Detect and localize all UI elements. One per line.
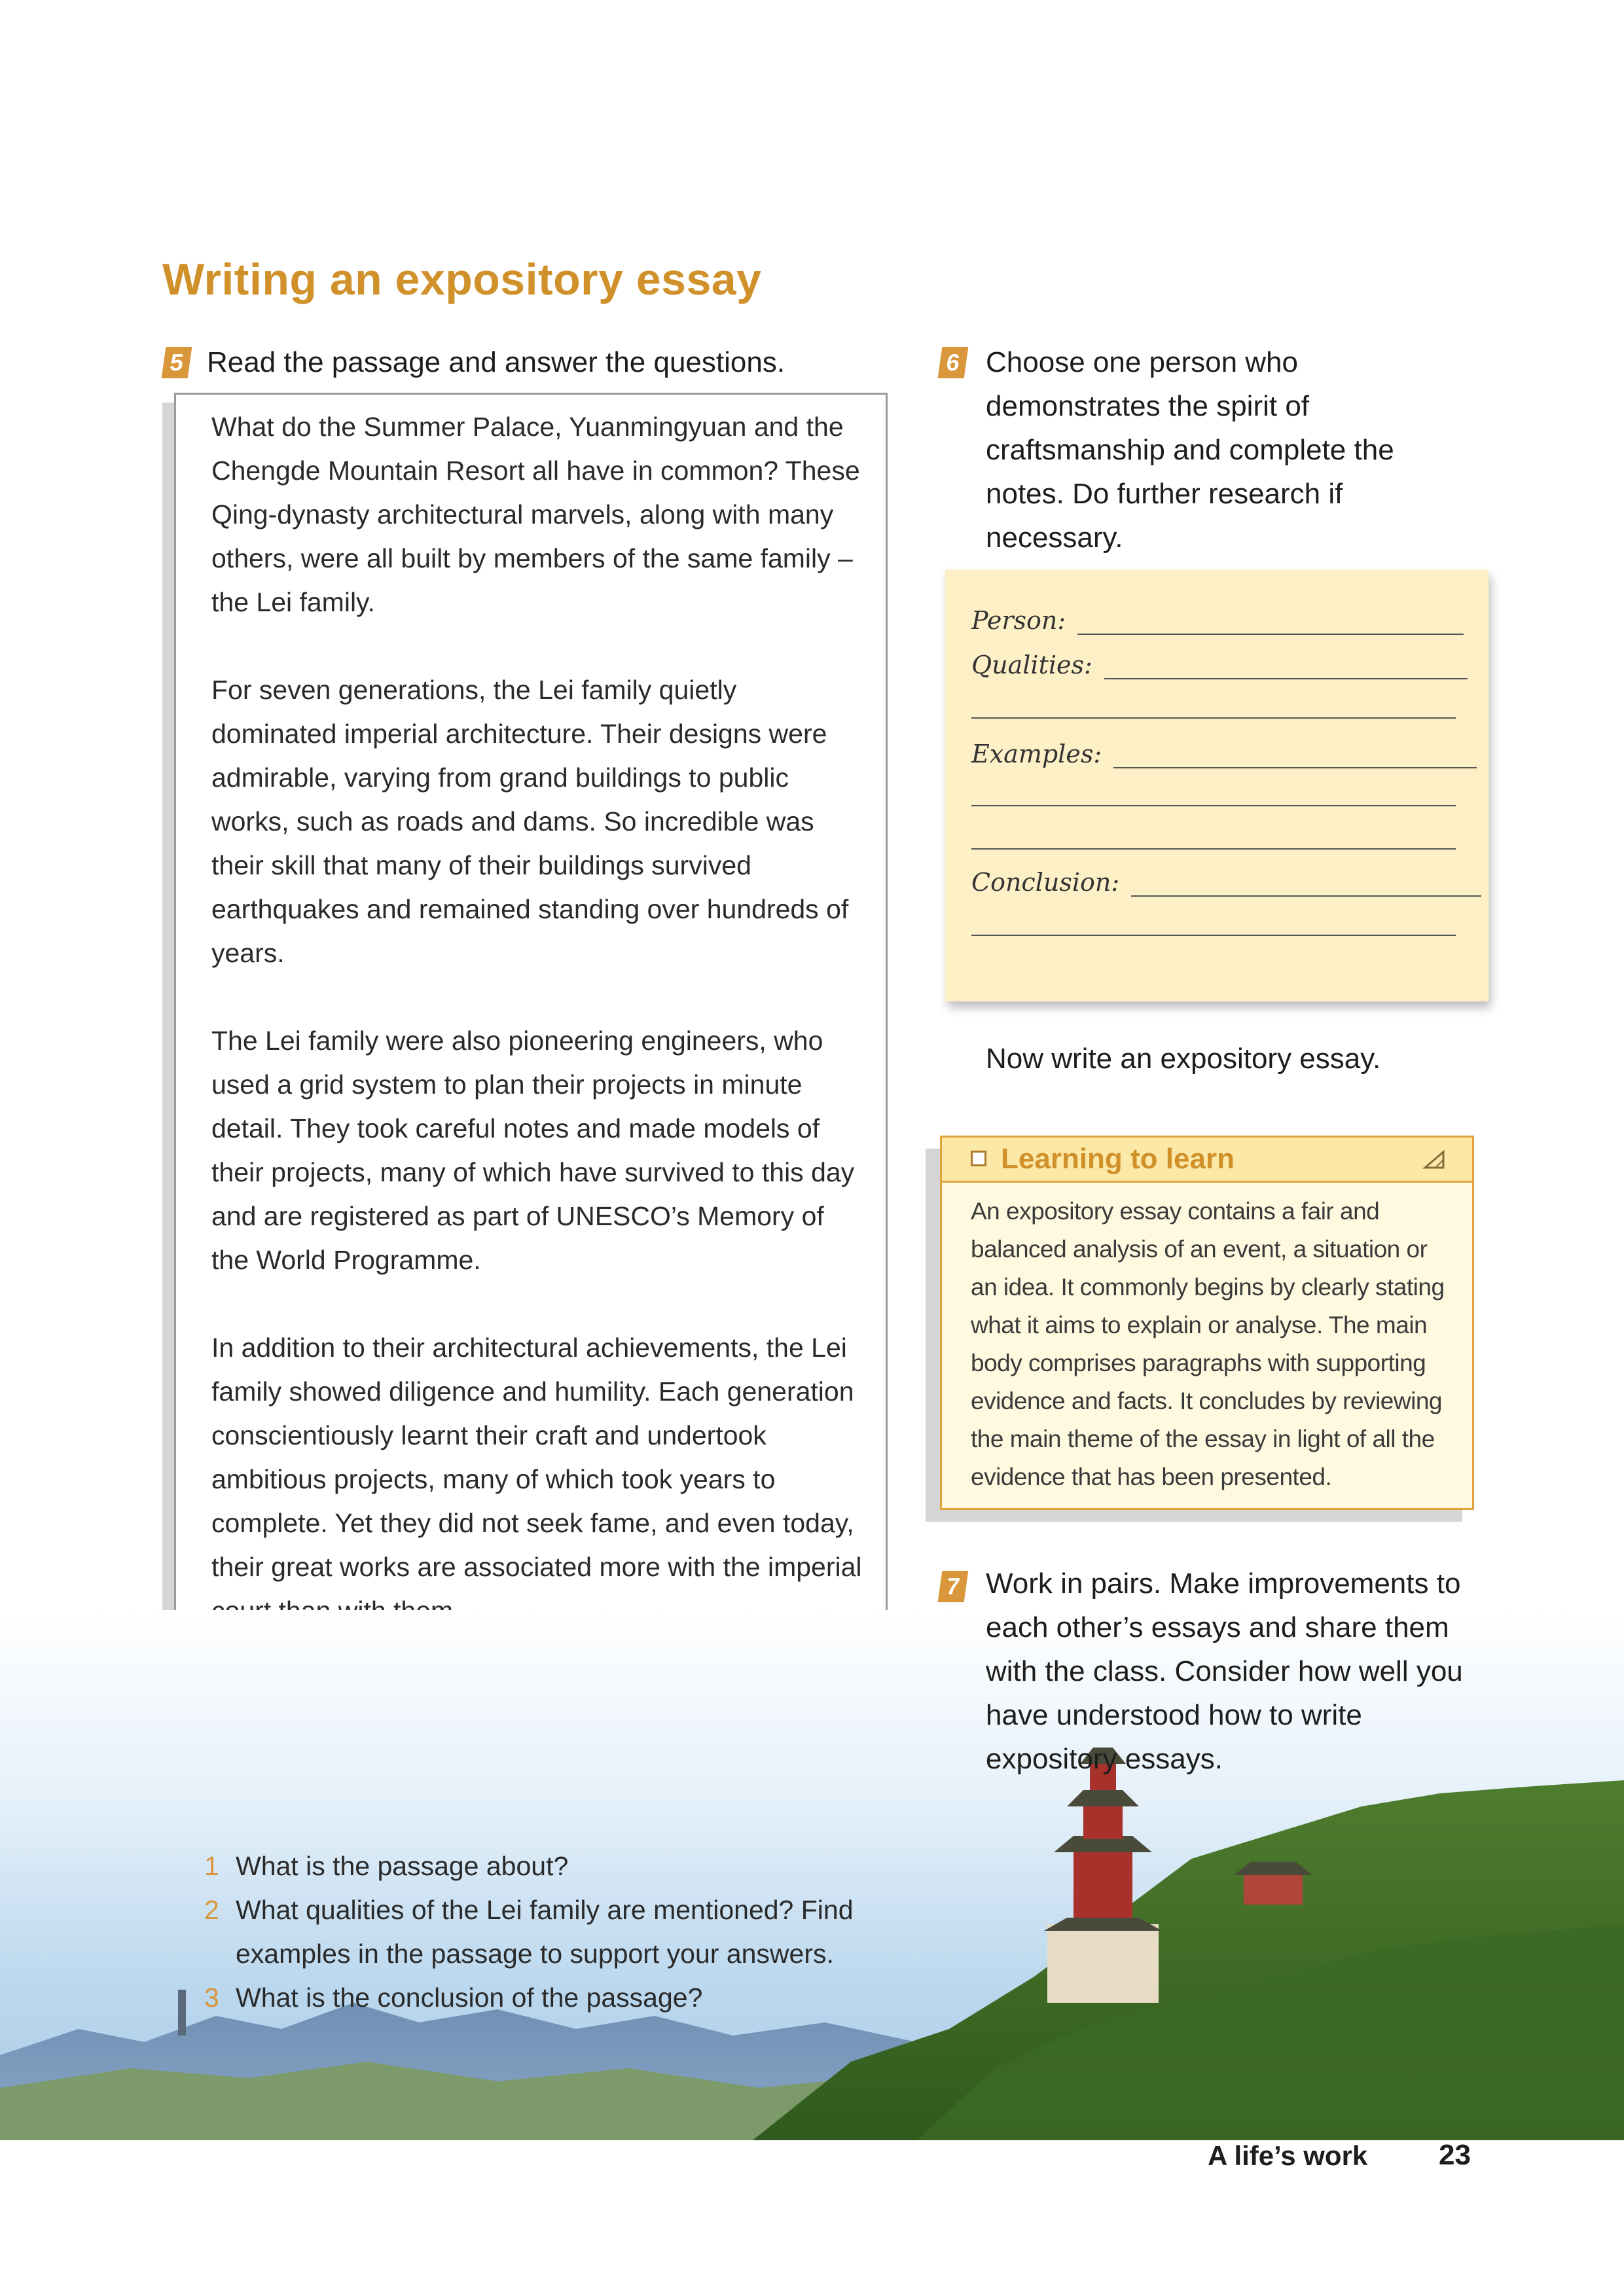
activity-number-badge: 7 xyxy=(938,1571,969,1602)
notes-card xyxy=(945,569,1489,1001)
tip-box-header xyxy=(942,1138,1472,1183)
note-answer-line[interactable] xyxy=(971,804,1456,806)
note-answer-line[interactable] xyxy=(1077,632,1464,635)
tip-box-text: An expository essay contains a fair and balanced analysis of an event, a situation or an idea. It commonly begins by clearly stating what it aims to explain or analyse. The main body comprises paragraphs with supporting evidence and facts. It concludes by reviewing the main theme of the essay in light of all the evidence that has been presented. xyxy=(971,1198,1445,1490)
note-row-blank xyxy=(971,847,1456,850)
question-item xyxy=(204,1976,885,2020)
passage-paragraph: What do the Summer Palace, Yuanmingyuan and the Chengde Mountain Resort all have in common? These Qing-dynasty architectural marvels, along with many others, were all built by members of the same family – the Lei family. xyxy=(211,412,860,617)
question-item xyxy=(204,1888,885,1976)
note-answer-line[interactable] xyxy=(971,933,1456,936)
note-label: Examples: xyxy=(971,740,1102,768)
activity-6-instruction: Choose one person who demonstrates the spirit of craftsmanship and complete the notes. Do further research if necessary. xyxy=(986,346,1394,554)
note-answer-line[interactable] xyxy=(1113,766,1477,768)
note-label: Conclusion: xyxy=(971,868,1120,897)
note-row-blank xyxy=(971,716,1456,719)
passage-paragraph: The Lei family were also pioneering engineers, who used a grid system to plan their projects in minute detail. They took careful notes and made models of their projects, many of which have survived to this day and are registered as part of UNESCO’s Memory of the World Programme. xyxy=(211,1026,855,1275)
distant-pagoda-icon xyxy=(178,1990,186,2036)
note-row-blank xyxy=(971,933,1456,936)
activity-number-badge: 6 xyxy=(938,347,969,378)
question-text: What is the conclusion of the passage? xyxy=(236,1982,703,2013)
note-label: Qualities: xyxy=(971,651,1092,679)
write-essay-instruction: Now write an expository essay. xyxy=(986,1043,1381,1075)
page-number: 23 xyxy=(1439,2139,1471,2171)
note-answer-line[interactable] xyxy=(971,847,1456,850)
activity-5-instruction: Read the passage and answer the questions. xyxy=(207,346,785,378)
question-text: What is the passage about? xyxy=(236,1851,569,1881)
passage-paragraph: For seven generations, the Lei family quietly dominated imperial architecture. Their designs were admirable, varying from grand buildings to public works, such as roads and dams. So incredible was their skill that many of their buildings survived earthquakes and remained standing over hundreds of years. xyxy=(211,675,849,968)
note-label: Person: xyxy=(971,606,1066,635)
question-item xyxy=(204,1844,885,1888)
learning-to-learn-box xyxy=(940,1136,1474,1510)
note-row-qualities xyxy=(971,651,1468,679)
corner-triangle-icon xyxy=(1422,1149,1446,1170)
checkbox-icon xyxy=(971,1151,986,1166)
question-text: What qualities of the Lei family are mentioned? Find examples in the passage to support your answers. xyxy=(236,1895,854,1969)
note-answer-line[interactable] xyxy=(1131,894,1481,897)
reading-passage xyxy=(174,393,888,1820)
note-answer-line[interactable] xyxy=(971,716,1456,719)
unit-title: A life’s work xyxy=(1208,2140,1368,2171)
note-row-blank xyxy=(971,804,1456,806)
section-title: Writing an expository essay xyxy=(162,255,762,304)
note-row-examples xyxy=(971,740,1477,768)
note-row-person xyxy=(971,606,1464,635)
activity-7-instruction: Work in pairs. Make improvements to each other’s essays and share them with the class. Consider how well you have understood how to write expository essays. xyxy=(986,1568,1463,1775)
question-list xyxy=(204,1844,885,2020)
passage-paragraph: In addition to their architectural achievements, the Lei family showed diligence and humility. Each generation conscientiously learnt their craft and undertook ambitious projects, many of which took years to complete. Yet they did not seek fame, and even today, their great works are associated more with the imperial xyxy=(211,1333,862,1582)
note-row-conclusion xyxy=(971,868,1481,897)
note-answer-line[interactable] xyxy=(1104,677,1468,679)
question-number: 1 xyxy=(204,1851,219,1881)
question-number: 2 xyxy=(204,1895,219,1925)
question-number: 3 xyxy=(204,1982,219,2013)
activity-number-badge: 5 xyxy=(162,347,192,378)
tip-box-title: Learning to learn xyxy=(1001,1143,1235,1175)
hilltop-hall-icon xyxy=(1234,1862,1312,1905)
